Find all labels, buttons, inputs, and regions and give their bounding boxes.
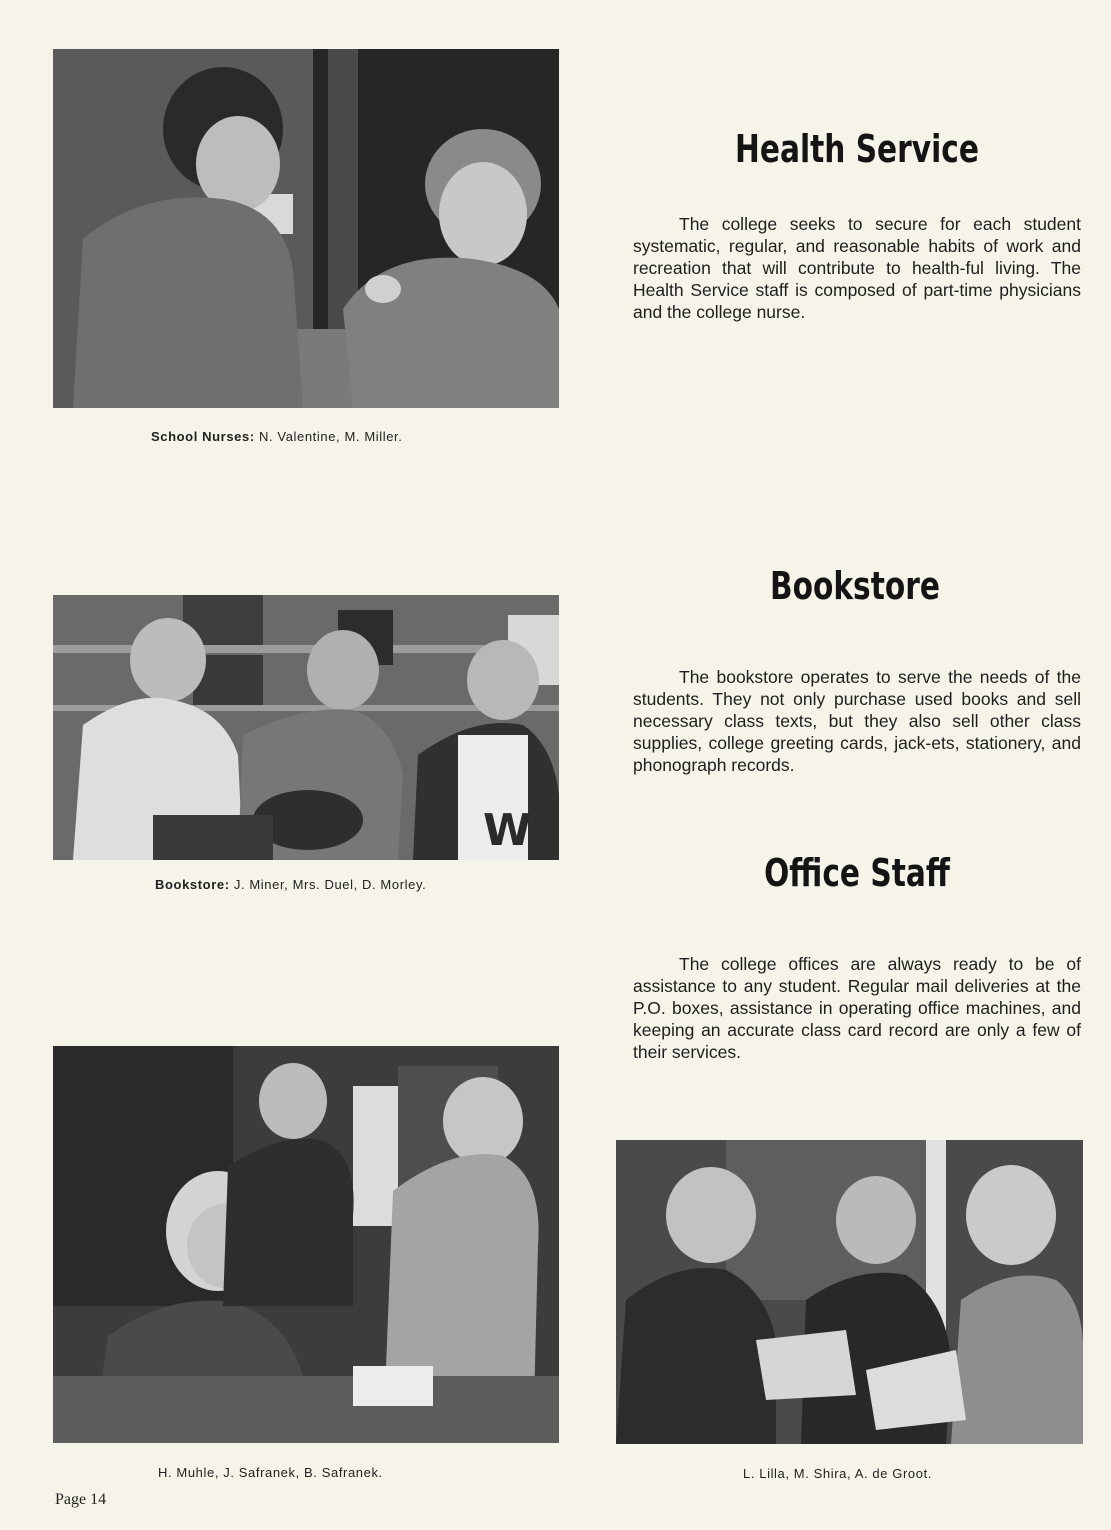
body-office-staff (633, 953, 1081, 1063)
caption-bookstore (155, 877, 426, 892)
caption-office-staff-right (743, 1466, 932, 1481)
heading-office-staff: Office Staff (764, 851, 950, 895)
body-health-service (633, 213, 1081, 323)
heading-bookstore: Bookstore (770, 564, 940, 608)
paragraph-bookstore: The bookstore operates to serve the needs of the students. They not only purchase used books and sell necessary class texts, but they also sell other class supplies, college greeting cards, jack-ets, stationery, and phonograph records. (633, 667, 1081, 775)
caption-office-staff-left (158, 1465, 383, 1480)
svg-text:W: W (483, 805, 532, 856)
photo-bookstore (53, 595, 559, 860)
caption-names: H. Muhle, J. Safranek, B. Safranek. (158, 1465, 383, 1480)
caption-names: N. Valentine, M. Miller. (258, 429, 403, 444)
page-number: Page 14 (55, 1491, 107, 1508)
photo-office-staff-left (53, 1046, 559, 1443)
caption-label: School Nurses: (151, 429, 255, 444)
body-bookstore (633, 666, 1081, 776)
caption-school-nurses (151, 429, 402, 444)
paragraph-office-staff: The college offices are always ready to be of assistance to any student. Regular mail deliveries at the P.O. boxes, assistance in operating office machines, and keeping an accurate class card record are only a few of their services. (633, 954, 1081, 1062)
heading-health-service: Health Service (735, 127, 979, 171)
photo-office-staff-right (616, 1140, 1083, 1444)
caption-label: Bookstore: (155, 877, 230, 892)
paragraph-health-service: The college seeks to secure for each student systematic, regular, and reasonable habits of work and recreation that will contribute to health-ful living. The Health Service staff is composed of part-time physicians and the college nurse. (633, 214, 1081, 322)
caption-names: L. Lilla, M. Shira, A. de Groot. (743, 1466, 932, 1481)
photo-school-nurses (53, 49, 559, 408)
caption-names: J. Miner, Mrs. Duel, D. Morley. (233, 877, 427, 892)
